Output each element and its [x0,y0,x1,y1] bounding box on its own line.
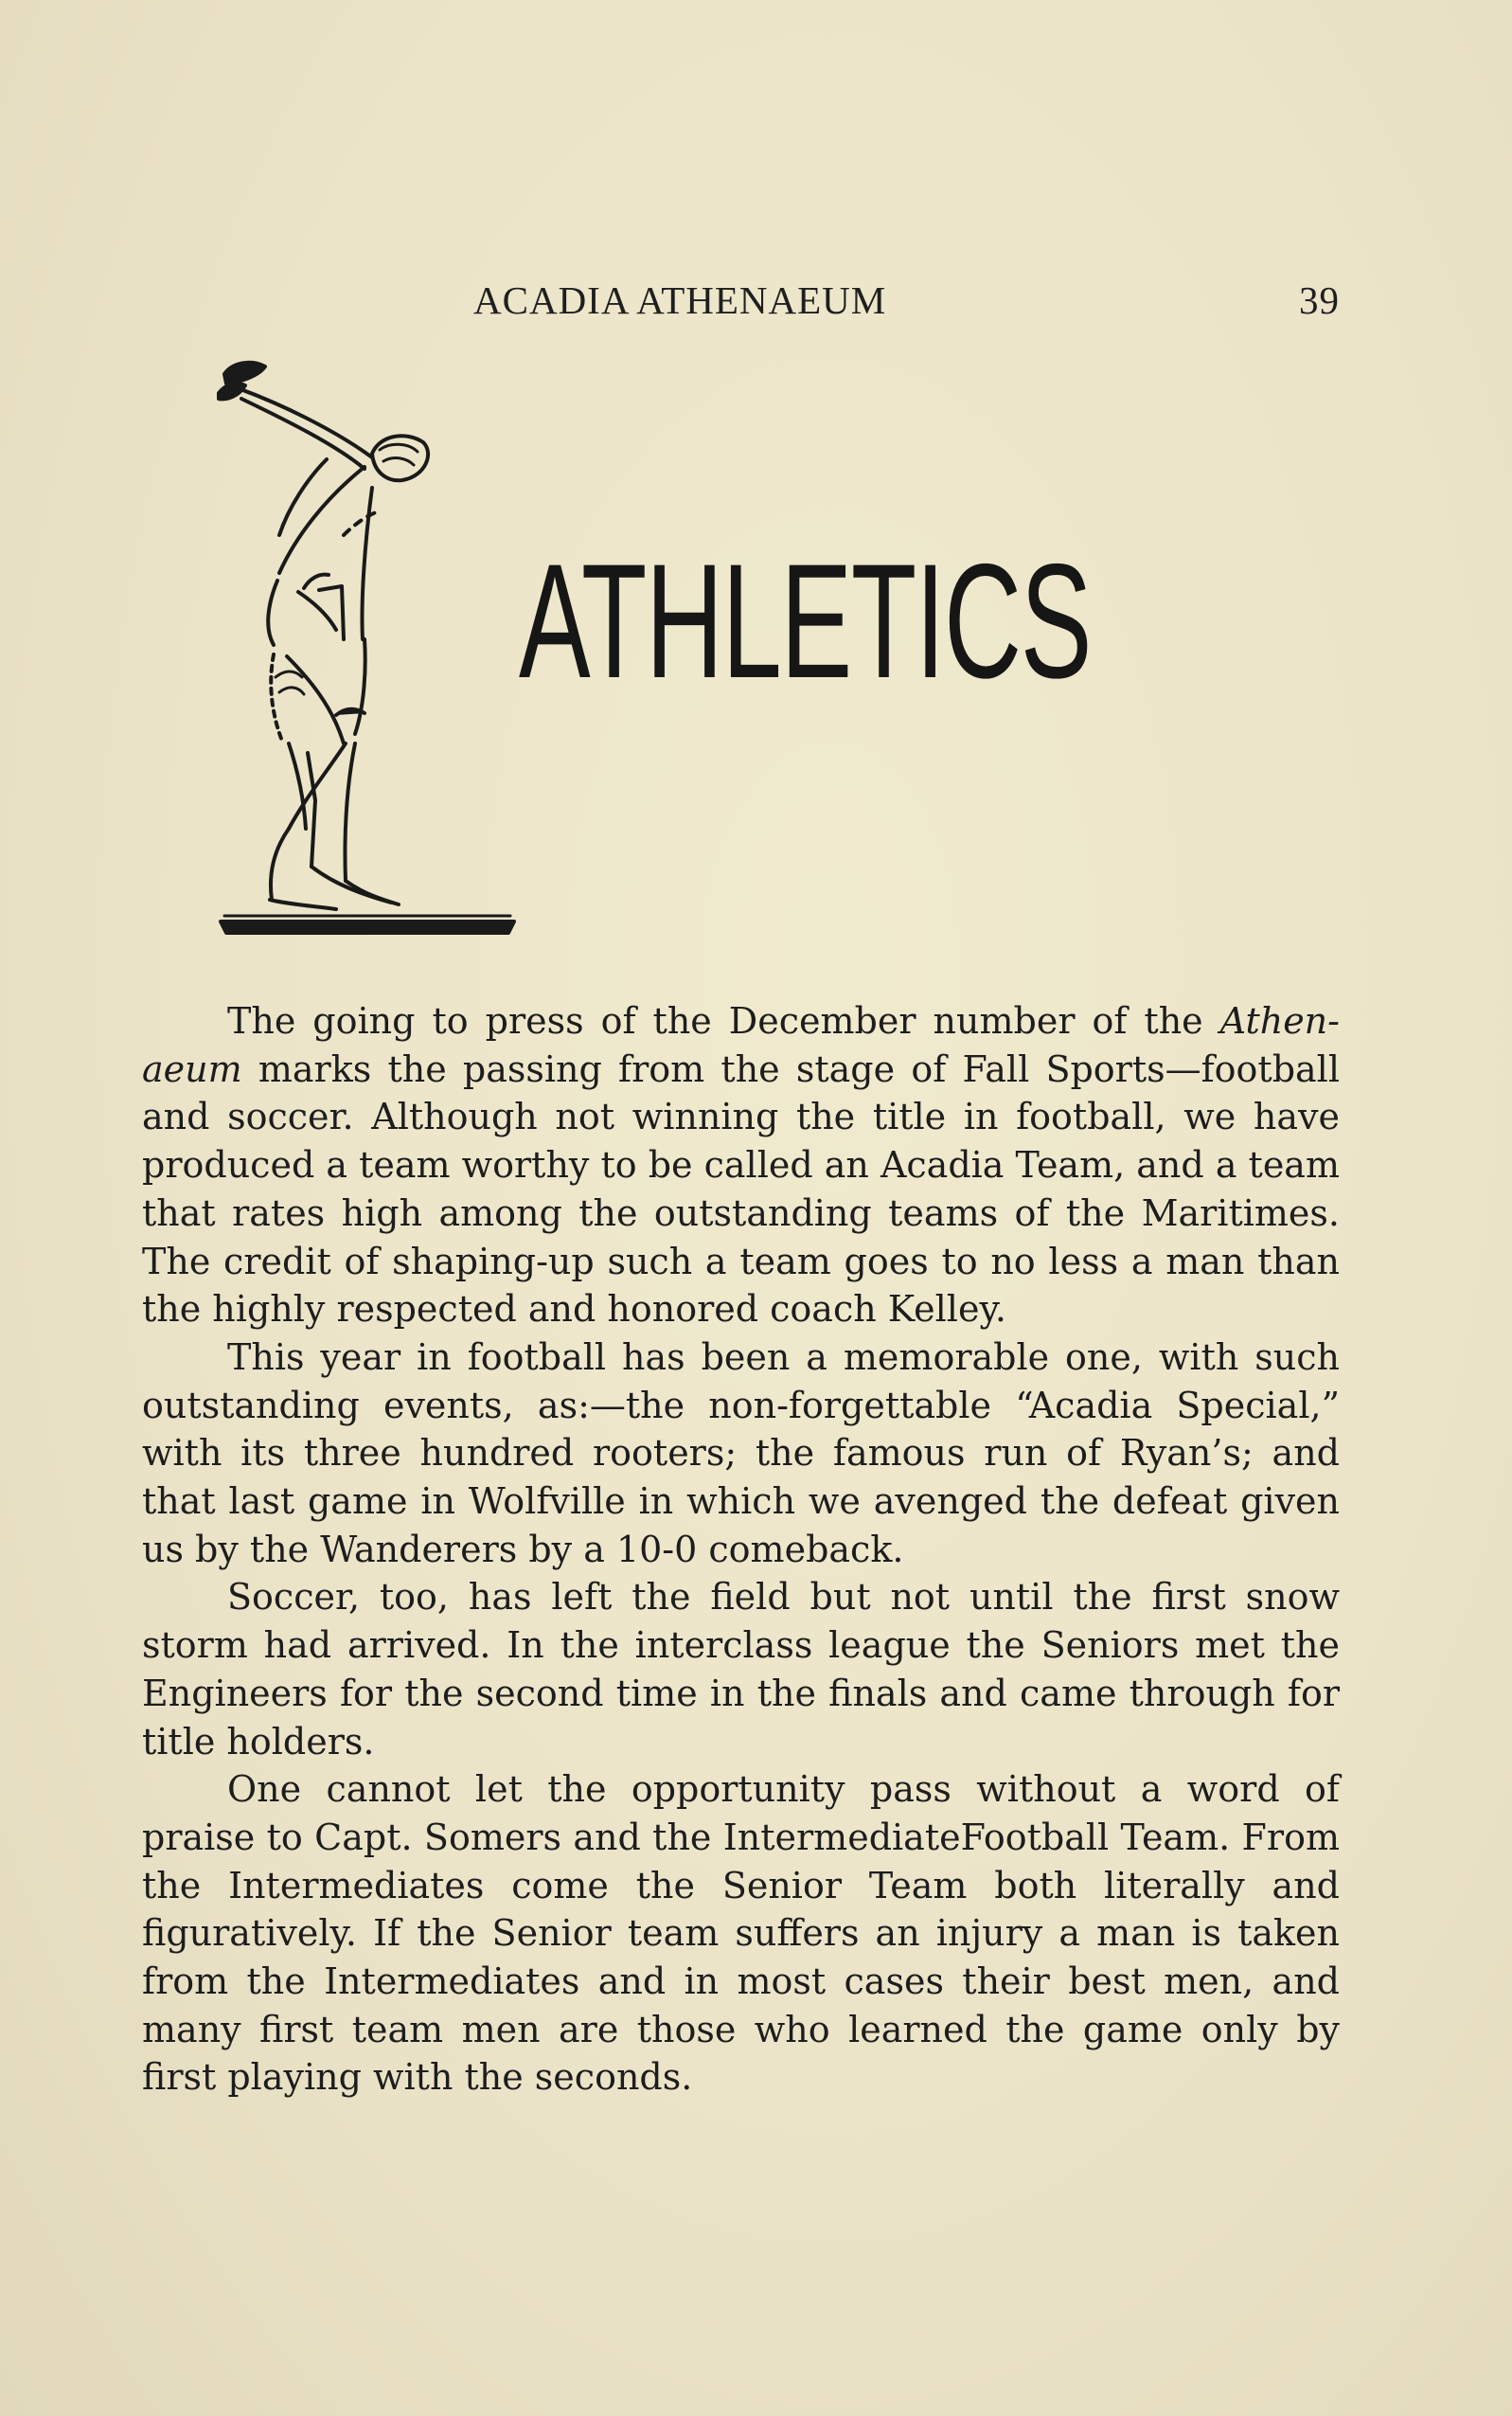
paragraph [142,997,1340,1333]
paragraph: One cannot let the opportunity pass without a word of praise to Capt. Somers and the IntermediateFootball Team. From the Intermediates come the Senior Team both literally and figuratively. If the Senior team suffers an injury a man is taken from the Intermediates and in most cases their best men, and many first team men are those who learned the game only by first playing with the seconds. [142,1768,1340,2099]
discus-thrower-illustration [213,355,525,942]
page-number: 39 [1299,278,1340,322]
section-title: ATHLETICS [519,530,1092,712]
running-header [142,277,1340,325]
journal-title: Athen-aeum [142,1000,1340,1090]
running-title: ACADIA ATHENAEUM [473,278,887,322]
paragraph-lead: The going to press of the December number of the [227,1000,1220,1042]
paragraph: Soccer, too, has left the field but not until the first snow storm had arrived. In the interclass league the Seniors met the Engineers for the second time in the finals and came through for title holders. [142,1576,1340,1763]
paragraph-rest: marks the passing from the stage of Fall Sports—football and soccer. Although not winning the title in football, we have produced a team worthy to be called an Acadia Team, and a team that rates high among the outstanding teams of the Maritimes. The credit of shaping-up such a team goes to no less a man than the highly respected and honored coach Kelley. [142,1047,1340,1331]
article-body [142,997,1340,2102]
section-heading [213,355,1292,942]
paragraph: This year in football has been a memorable one, with such outstanding events, as:—the non-forgettable “Acadia Special,” with its three hundred rooters; the famous run of Ryan’s; and that last game in Wolfville in which we avenged the defeat given us by the Wanderers by a 10-0 comeback. [142,1335,1340,1570]
